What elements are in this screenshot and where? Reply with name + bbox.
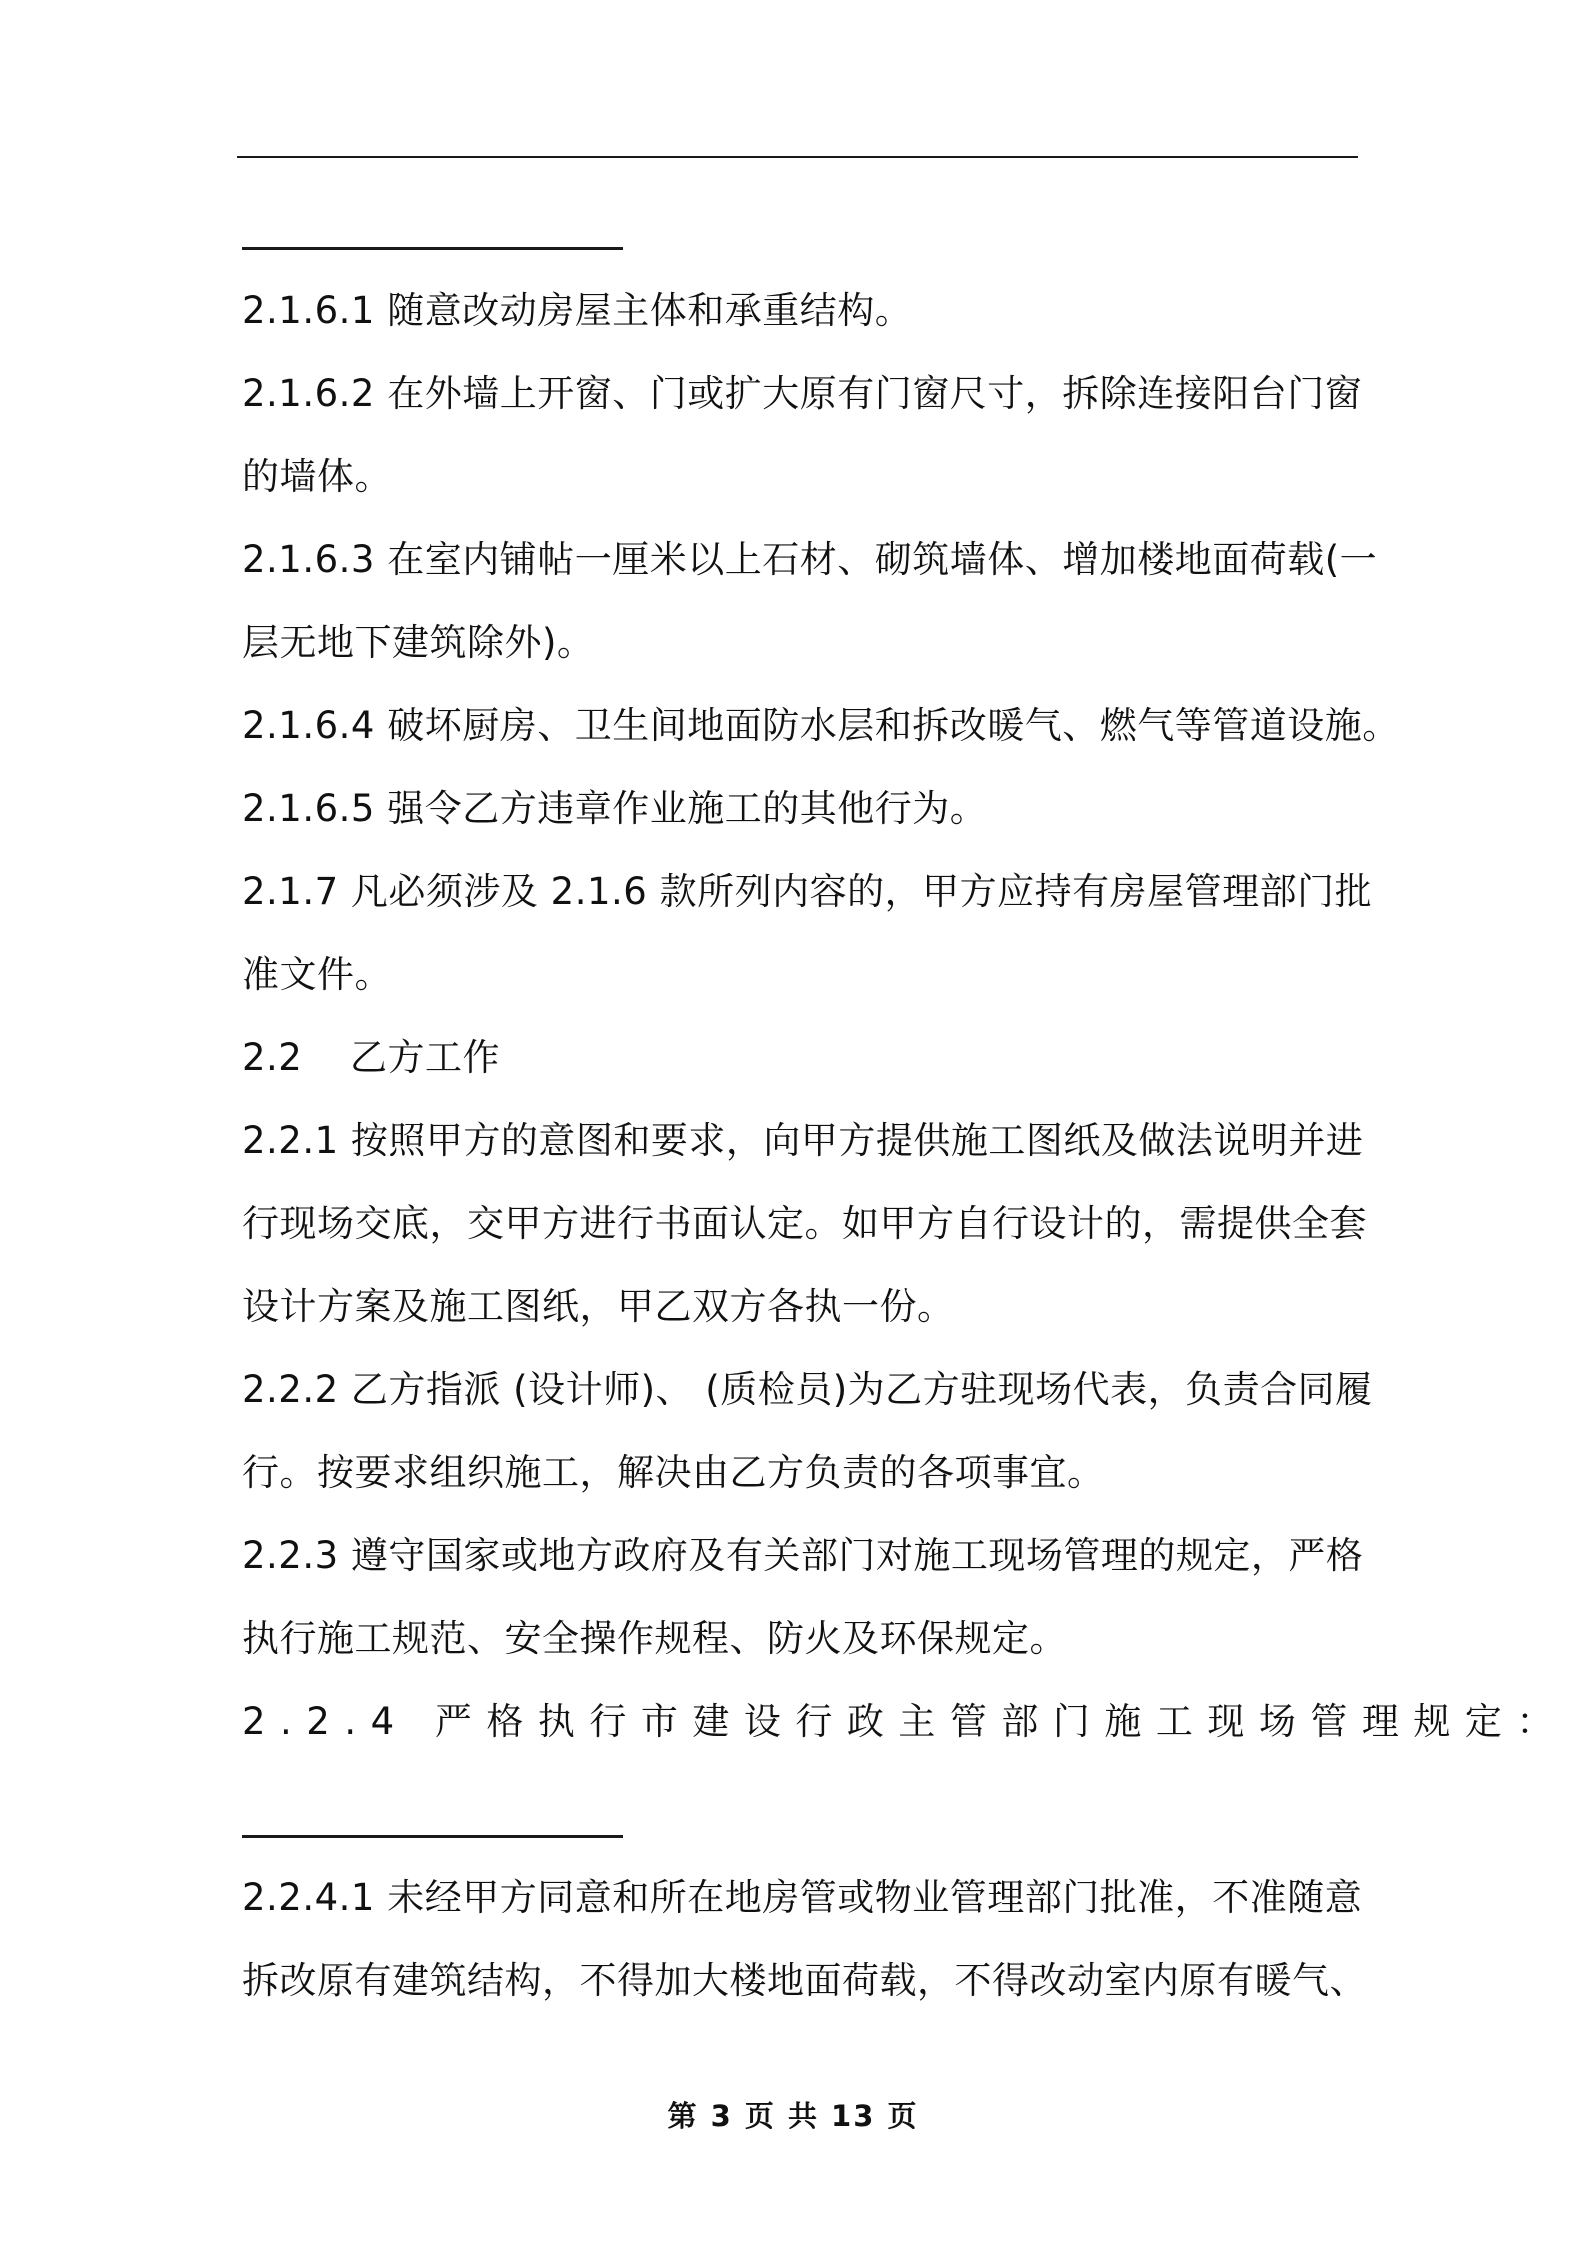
clause-2-2-1-cont-1: 行现场交底，交甲方进行书面认定。如甲方自行设计的，需提供全套: [242, 1202, 1367, 1245]
clause-2-2-2-cont: 行。按要求组织施工，解决由乙方负责的各项事宜。: [242, 1451, 1105, 1494]
clause-2-1-7-cont: 准文件。: [242, 953, 392, 996]
clause-2-1-6-1: 2.1.6.1 随意改动房屋主体和承重结构。: [242, 289, 913, 332]
clause-2-2-1: 2.2.1 按照甲方的意图和要求，向甲方提供施工图纸及做法说明并进: [242, 1119, 1364, 1162]
clause-2-1-6-2: 2.1.6.2 在外墙上开窗、门或扩大原有门窗尺寸，拆除连接阳台门窗: [242, 372, 1363, 415]
clause-2-1-6-4: 2.1.6.4 破坏厨房、卫生间地面防水层和拆改暖气、燃气等管道设施。: [242, 704, 1400, 747]
clause-2-2-3: 2.2.3 遵守国家或地方政府及有关部门对施工现场管理的规定，严格: [242, 1534, 1364, 1577]
clause-2-1-7: 2.1.7 凡必须涉及 2.1.6 款所列内容的，甲方应持有房屋管理部门批: [242, 870, 1373, 913]
clause-2-2-4-1: 2.2.4.1 未经甲方同意和所在地房管或物业管理部门批准，不准随意: [242, 1876, 1363, 1919]
clause-2-1-6-2-cont: 的墙体。: [242, 455, 392, 498]
section-number: 2.2: [242, 1036, 303, 1079]
clause-2-2-1-cont-2: 设计方案及施工图纸，甲乙双方各执一份。: [242, 1285, 955, 1328]
clause-2-1-6-3-cont: 层无地下建筑除外)。: [242, 621, 595, 664]
blank-fill-line: [242, 247, 623, 250]
clause-2-1-6-5: 2.1.6.5 强令乙方违章作业施工的其他行为。: [242, 787, 988, 830]
clause-2-2-4-1-cont: 拆改原有建筑结构，不得加大楼地面荷载，不得改动室内原有暖气、: [242, 1959, 1367, 2002]
blank-fill-line: [242, 1835, 623, 1838]
page-number: 第 3 页 共 13 页: [667, 2099, 919, 2133]
section-title: 乙方工作: [350, 1036, 500, 1079]
clause-2-2-4: 2.2.4 严格执行市建设行政主管部门施工现场管理规定：: [242, 1700, 1568, 1743]
clause-2-1-6-3: 2.1.6.3 在室内铺帖一厘米以上石材、砌筑墙体、增加楼地面荷载(一: [242, 538, 1378, 581]
clause-2-2-2: 2.2.2 乙方指派 (设计师)、 (质检员)为乙方驻现场代表，负责合同履: [242, 1368, 1373, 1411]
section-heading-2-2: [242, 1034, 1362, 1082]
clause-2-2-3-cont: 执行施工规范、安全操作规程、防火及环保规定。: [242, 1617, 1067, 1660]
header-rule: [237, 156, 1358, 158]
